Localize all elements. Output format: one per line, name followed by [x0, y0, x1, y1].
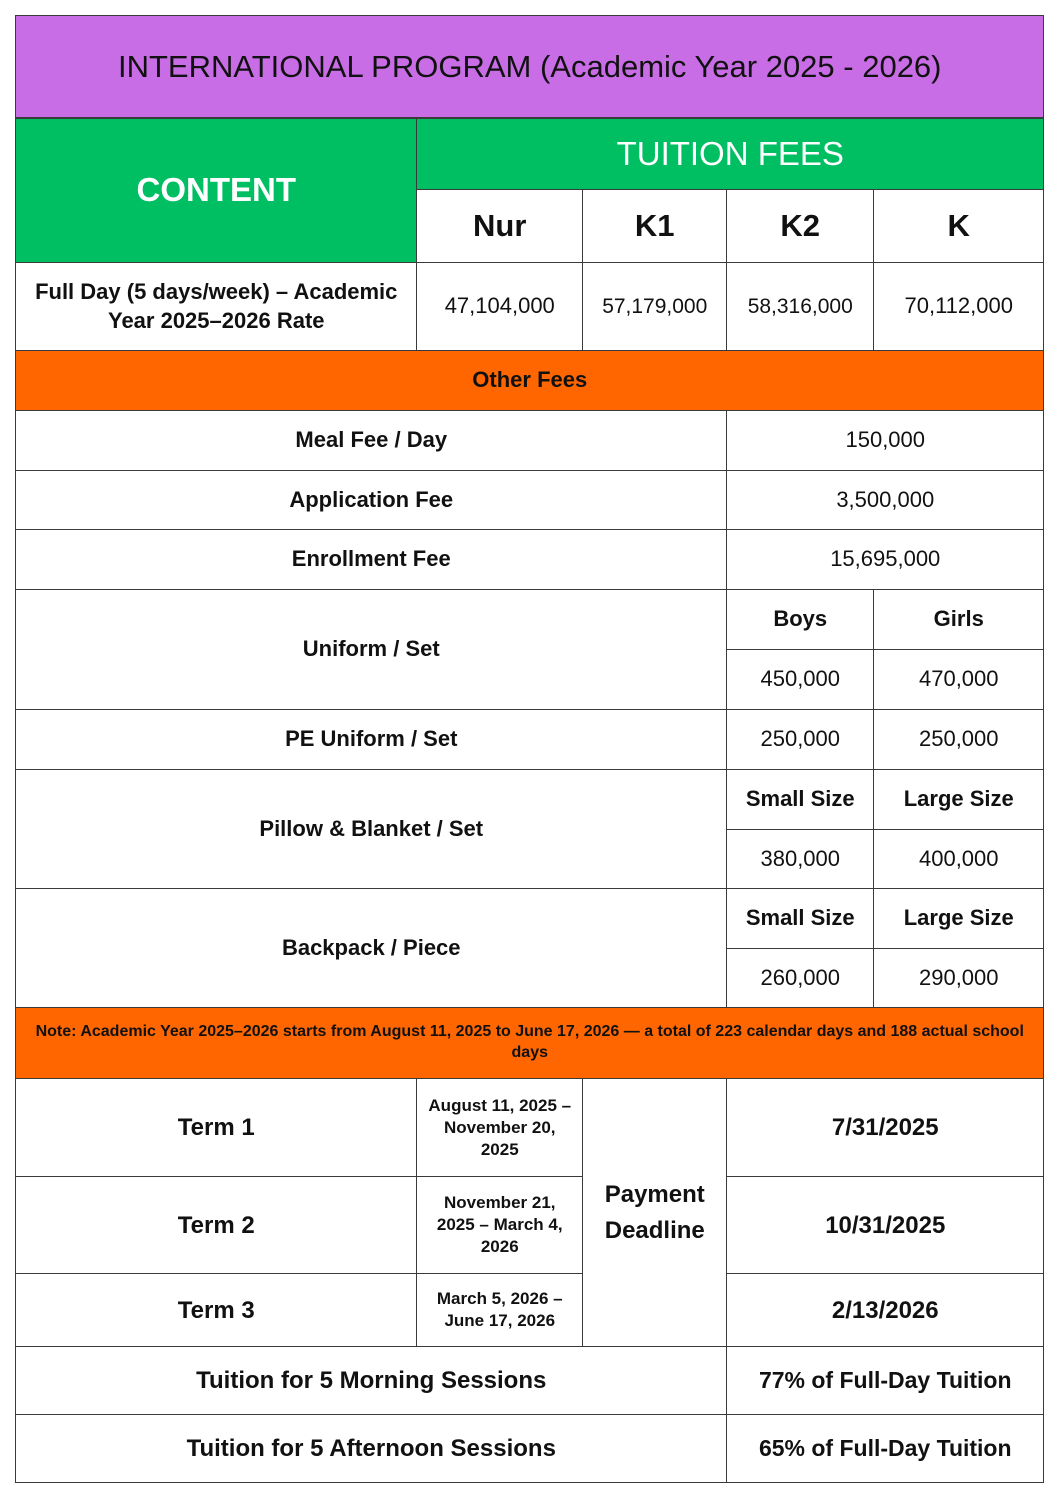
meal-label: Meal Fee / Day: [15, 410, 727, 471]
tuition-header: TUITION FEES: [416, 118, 1044, 190]
fee-k1: 57,179,000: [582, 262, 727, 351]
term-2-deadline: 10/31/2025: [726, 1176, 1044, 1274]
full-day-label: Full Day (5 days/week) – Academic Year 2025–2026 Rate: [15, 262, 417, 351]
morning-label: Tuition for 5 Morning Sessions: [15, 1346, 727, 1415]
grade-k: K: [873, 189, 1044, 263]
payment-deadline-label: Payment Deadline: [582, 1078, 727, 1347]
backpack-label: Backpack / Piece: [15, 888, 727, 1008]
content-header: CONTENT: [15, 118, 417, 263]
uniform-label: Uniform / Set: [15, 589, 727, 710]
pillow-label: Pillow & Blanket / Set: [15, 769, 727, 889]
academic-year-note: Note: Academic Year 2025–2026 starts from August 11, 2025 to June 17, 2026 — a total of 223 calendar days and 188 actual school days: [15, 1007, 1044, 1079]
pe-uniform-boys-value: 250,000: [726, 709, 874, 770]
other-fees-header: Other Fees: [15, 350, 1044, 411]
pe-uniform-girls-value: 250,000: [873, 709, 1044, 770]
afternoon-value: 65% of Full-Day Tuition: [726, 1414, 1044, 1483]
grade-k1: K1: [582, 189, 727, 263]
morning-value: 77% of Full-Day Tuition: [726, 1346, 1044, 1415]
enrollment-label: Enrollment Fee: [15, 529, 727, 590]
meal-value: 150,000: [726, 410, 1044, 471]
grade-nur: Nur: [416, 189, 583, 263]
term-1-dates: August 11, 2025 – November 20, 2025: [416, 1078, 583, 1177]
fee-nur: 47,104,000: [416, 262, 583, 351]
backpack-small: Small Size: [726, 888, 874, 949]
afternoon-label: Tuition for 5 Afternoon Sessions: [15, 1414, 727, 1483]
term-1-name: Term 1: [15, 1078, 417, 1177]
pe-uniform-label: PE Uniform / Set: [15, 709, 727, 770]
term-3-name: Term 3: [15, 1273, 417, 1347]
application-value: 3,500,000: [726, 470, 1044, 530]
term-1-deadline: 7/31/2025: [726, 1078, 1044, 1177]
fee-k: 70,112,000: [873, 262, 1044, 351]
uniform-boys: Boys: [726, 589, 874, 650]
backpack-large: Large Size: [873, 888, 1044, 949]
pillow-large: Large Size: [873, 769, 1044, 830]
term-2-dates: November 21, 2025 – March 4, 2026: [416, 1176, 583, 1274]
fee-k2: 58,316,000: [726, 262, 874, 351]
term-2-name: Term 2: [15, 1176, 417, 1274]
uniform-girls: Girls: [873, 589, 1044, 650]
grade-k2: K2: [726, 189, 874, 263]
application-label: Application Fee: [15, 470, 727, 530]
backpack-large-value: 290,000: [873, 948, 1044, 1008]
term-3-deadline: 2/13/2026: [726, 1273, 1044, 1347]
enrollment-value: 15,695,000: [726, 529, 1044, 590]
pillow-small-value: 380,000: [726, 829, 874, 889]
uniform-boys-value: 450,000: [726, 649, 874, 710]
uniform-girls-value: 470,000: [873, 649, 1044, 710]
pillow-small: Small Size: [726, 769, 874, 830]
page-title: INTERNATIONAL PROGRAM (Academic Year 2025 - 2026): [15, 15, 1044, 118]
pillow-large-value: 400,000: [873, 829, 1044, 889]
backpack-small-value: 260,000: [726, 948, 874, 1008]
term-3-dates: March 5, 2026 – June 17, 2026: [416, 1273, 583, 1347]
